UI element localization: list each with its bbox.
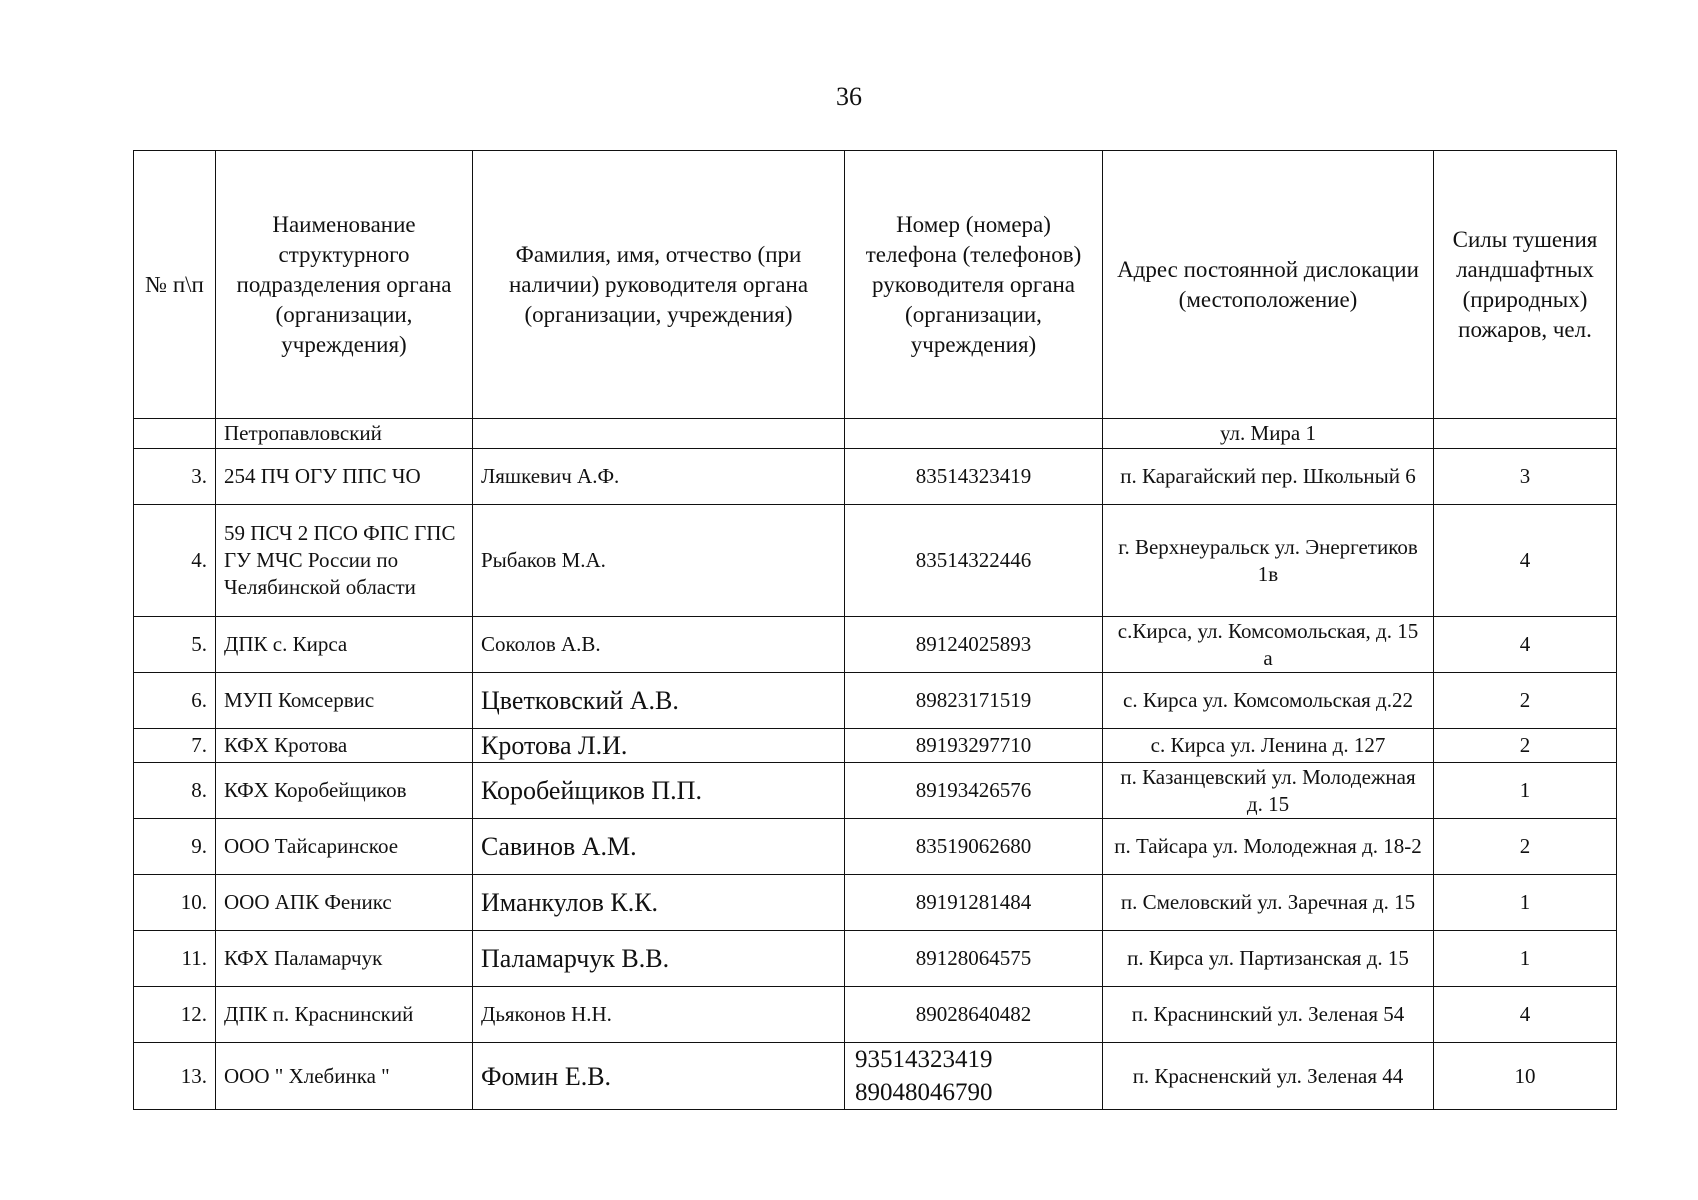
cell-head-name: Ляшкевич А.Ф. (473, 449, 845, 505)
cell-organization: ООО " Хлебинка " (216, 1043, 473, 1110)
phone-number: 89128064575 (915, 946, 1032, 970)
cell-forces: 1 (1434, 931, 1617, 987)
table-row (134, 1043, 1617, 1110)
phone-number: 83514323419 (915, 464, 1032, 488)
cell-head-name: Дьяконов Н.Н. (473, 987, 845, 1043)
cell-phone (845, 617, 1103, 673)
cell-phone (845, 763, 1103, 819)
cell-phone (845, 931, 1103, 987)
phone-number: 93514323419 (855, 1046, 993, 1073)
phone-number: 89193426576 (915, 778, 1032, 802)
cell-phone (845, 449, 1103, 505)
cell-forces: 4 (1434, 617, 1617, 673)
phone-number: 89823171519 (915, 688, 1032, 712)
cell-number: 9. (134, 819, 216, 875)
cell-phone (845, 875, 1103, 931)
cell-organization: 254 ПЧ ОГУ ППС ЧО (216, 449, 473, 505)
cell-number: 6. (134, 673, 216, 729)
cell-phone (845, 987, 1103, 1043)
header-address: Адрес постоянной дислокации (местоположение) (1103, 151, 1434, 419)
cell-organization: КФХ Кротова (216, 729, 473, 763)
table-row-continuation (134, 419, 1617, 449)
cell-number: 7. (134, 729, 216, 763)
cell-phone (845, 819, 1103, 875)
cell-forces: 1 (1434, 763, 1617, 819)
cell-forces (1434, 419, 1617, 449)
cell-phone (845, 419, 1103, 449)
cell-head-name: Соколов А.В. (473, 617, 845, 673)
phone-number: 83519062680 (915, 834, 1032, 858)
cell-address: п. Красненский ул. Зеленая 44 (1103, 1043, 1434, 1110)
cell-forces: 4 (1434, 987, 1617, 1043)
header-forces: Силы тушения ландшафтных (природных) пожаров, чел. (1434, 151, 1617, 419)
cell-head-name: Савинов А.М. (473, 819, 845, 875)
table-row (134, 763, 1617, 819)
cell-forces: 10 (1434, 1043, 1617, 1110)
cell-head-name: Рыбаков М.А. (473, 505, 845, 617)
header-phone: Номер (номера) телефона (телефонов) руководителя органа (организации, учреждения) (845, 151, 1103, 419)
cell-number (134, 419, 216, 449)
cell-organization: КФХ Паламарчук (216, 931, 473, 987)
cell-organization: Петропавловский (216, 419, 473, 449)
table-row (134, 987, 1617, 1043)
cell-head-name: Иманкулов К.К. (473, 875, 845, 931)
cell-number: 13. (134, 1043, 216, 1110)
phone-number: 89124025893 (915, 632, 1032, 656)
cell-number: 12. (134, 987, 216, 1043)
table-row (134, 617, 1617, 673)
cell-phone (845, 505, 1103, 617)
phone-number: 89048046790 (855, 1079, 993, 1106)
cell-organization: ДПК п. Краснинский (216, 987, 473, 1043)
table-row (134, 875, 1617, 931)
cell-forces: 1 (1434, 875, 1617, 931)
cell-number: 3. (134, 449, 216, 505)
cell-address: п. Казанцевский ул. Молодежная д. 15 (1103, 763, 1434, 819)
cell-forces: 3 (1434, 449, 1617, 505)
cell-phone (845, 1043, 1103, 1110)
cell-number: 11. (134, 931, 216, 987)
cell-forces: 2 (1434, 819, 1617, 875)
cell-head-name: Паламарчук В.В. (473, 931, 845, 987)
cell-address: п. Кирса ул. Партизанская д. 15 (1103, 931, 1434, 987)
table-row (134, 449, 1617, 505)
cell-head-name: Кротова Л.И. (473, 729, 845, 763)
page-number: 36 (836, 82, 862, 111)
phone-number: 89191281484 (915, 890, 1032, 914)
phone-number: 83514322446 (915, 548, 1032, 572)
phone-number: 89028640482 (915, 1002, 1032, 1026)
cell-organization: ООО Тайсаринское (216, 819, 473, 875)
cell-organization: ООО АПК Феникс (216, 875, 473, 931)
cell-address: с. Кирса ул. Ленина д. 127 (1103, 729, 1434, 763)
cell-phone (845, 673, 1103, 729)
phone-number: 89193297710 (915, 733, 1032, 757)
cell-address: с.Кирса, ул. Комсомольская, д. 15 а (1103, 617, 1434, 673)
cell-forces: 2 (1434, 729, 1617, 763)
cell-organization: 59 ПСЧ 2 ПСО ФПС ГПС ГУ МЧС России по Челябинской области (216, 505, 473, 617)
cell-organization: КФХ Коробейщиков (216, 763, 473, 819)
cell-number: 8. (134, 763, 216, 819)
cell-number: 10. (134, 875, 216, 931)
cell-forces: 4 (1434, 505, 1617, 617)
cell-forces: 2 (1434, 673, 1617, 729)
cell-address: п. Карагайский пер. Школьный 6 (1103, 449, 1434, 505)
cell-address: п. Смеловский ул. Заречная д. 15 (1103, 875, 1434, 931)
cell-address: ул. Мира 1 (1103, 419, 1434, 449)
cell-head-name: Фомин Е.В. (473, 1043, 845, 1110)
cell-organization: МУП Комсервис (216, 673, 473, 729)
cell-address: г. Верхнеуральск ул. Энергетиков 1в (1103, 505, 1434, 617)
table-row (134, 819, 1617, 875)
table-row (134, 673, 1617, 729)
table-row (134, 505, 1617, 617)
table-row (134, 729, 1617, 763)
cell-address: п. Тайсара ул. Молодежная д. 18-2 (1103, 819, 1434, 875)
cell-phone (845, 729, 1103, 763)
header-number: № п\п (134, 151, 216, 419)
cell-organization: ДПК с. Кирса (216, 617, 473, 673)
cell-address: п. Краснинский ул. Зеленая 54 (1103, 987, 1434, 1043)
cell-number: 5. (134, 617, 216, 673)
table-header-row (134, 151, 1617, 419)
contacts-table (133, 150, 1617, 1110)
cell-head-name: Цветковский А.В. (473, 673, 845, 729)
table-row (134, 931, 1617, 987)
header-organization: Наименование структурного подразделения органа (организации, учреждения) (216, 151, 473, 419)
header-head-name: Фамилия, имя, отчество (при наличии) руководителя органа (организации, учреждения) (473, 151, 845, 419)
cell-head-name (473, 419, 845, 449)
cell-address: с. Кирса ул. Комсомольская д.22 (1103, 673, 1434, 729)
cell-number: 4. (134, 505, 216, 617)
cell-head-name: Коробейщиков П.П. (473, 763, 845, 819)
